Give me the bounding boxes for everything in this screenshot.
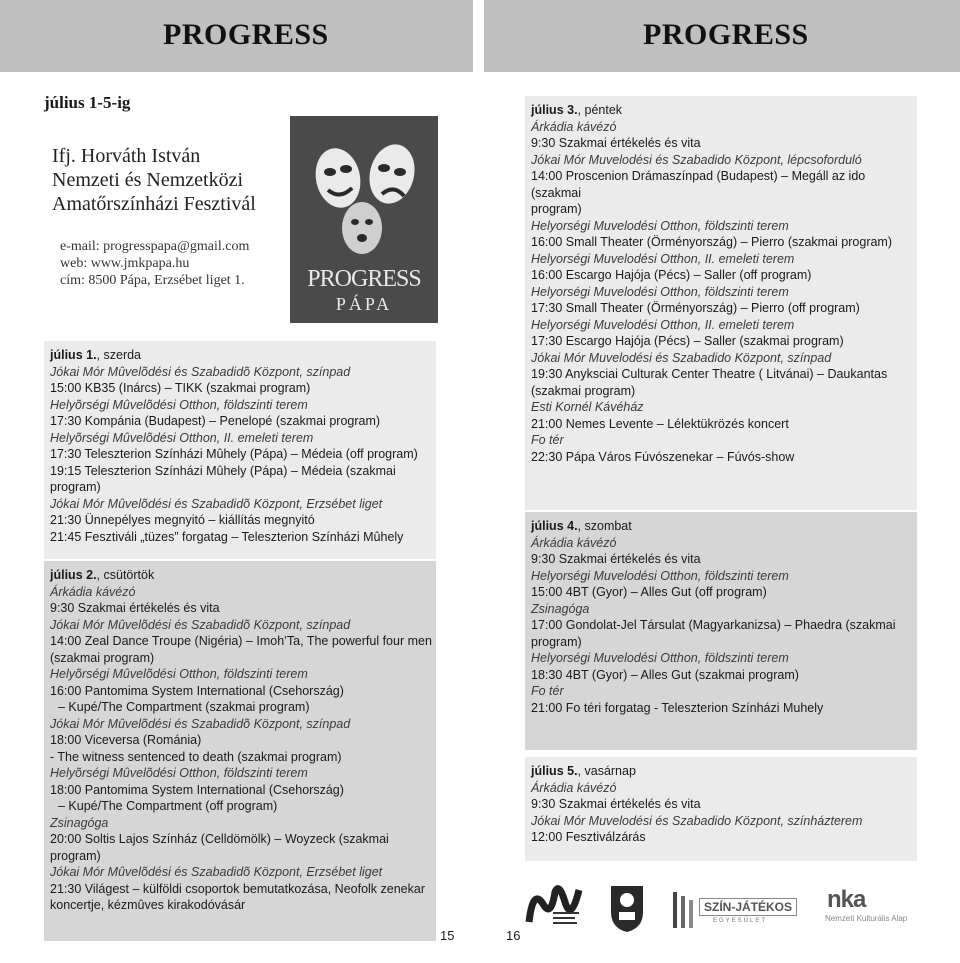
event-line: 14:00 Zeal Dance Troupe (Nigéria) – Imoh’Ta, The powerful four men <box>50 634 432 648</box>
day-title: július 4., szombat <box>531 519 632 533</box>
left-header-banner <box>0 0 473 72</box>
right-header-title: PROGRESS <box>643 18 809 51</box>
contact-email: e-mail: progresspapa@gmail.com <box>60 239 250 254</box>
event-line: 19:30 Anyksciai Culturak Center Theatre ( Litvánai) – Daukantas <box>531 367 888 381</box>
event-line: 14:00 Proscenion Drámaszínpad (Budapest) – Megáll az ido (szakmai <box>531 169 866 200</box>
venue: Esti Kornél Kávéház <box>531 400 644 414</box>
venue: Árkádia kávézó <box>50 584 136 599</box>
festival-title-line: Ifj. Horváth István <box>52 145 201 167</box>
venue: Árkádia kávézó <box>531 535 617 550</box>
szin-jatekos-logo <box>673 892 803 928</box>
event-line: - The witness sentenced to death (szakmai program) <box>50 749 342 764</box>
contact-web: web: www.jmkpapa.hu <box>60 256 190 271</box>
day-july-1 <box>44 341 436 559</box>
szin-jatekos-subtext: EGYESÜLET <box>713 918 768 924</box>
event-line: 21:00 Fo téri forgatag - Teleszterion Színházi Muhely <box>531 700 824 715</box>
nka-text: nka <box>827 886 866 913</box>
event-line: koncertje, kézmûves kirakodóvásár <box>50 898 246 912</box>
venue: Helyorségi Muvelodési Otthon, földszinti terem <box>531 651 789 665</box>
venue: Jókai Mór Muvelodési és Szabadido Központ, színházterem <box>531 813 863 828</box>
jmk-logo-icon <box>525 882 585 930</box>
nka-logo <box>825 886 945 926</box>
venue: Jókai Mór Mûvelõdési és Szabadidõ Központ, színpad <box>50 617 351 632</box>
venue: Helyõrségi Mûvelõdési Otthon, földszinti terem <box>50 766 308 780</box>
right-page <box>480 0 960 963</box>
right-header-banner <box>484 0 960 72</box>
event-line: 17:00 Gondolat-Jel Társulat (Magyarkanizsa) – Phaedra (szakmai <box>531 618 896 632</box>
event-line: 9:30 Szakmai értékelés és vita <box>50 601 220 615</box>
day-july-4 <box>525 512 917 750</box>
event-line: 21:45 Fesztiváli „tüzes” forgatag – Teleszterion Színházi Mûhely <box>50 529 404 544</box>
event-line: 18:00 Viceversa (Románia) <box>50 733 202 747</box>
venue: Árkádia kávézó <box>531 119 617 134</box>
event-line: 16:00 Small Theater (Örményország) – Pierro (szakmai program) <box>531 235 893 249</box>
event-line: 17:30 Kompánia (Budapest) – Penelopé (szakmai program) <box>50 414 381 428</box>
event-line: – Kupé/The Compartment (off program) <box>58 799 278 813</box>
venue: Jókai Mór Mûvelõdési és Szabadidõ Központ, Erzsébet liget <box>50 496 383 511</box>
day-july-3 <box>525 96 917 510</box>
event-line: 9:30 Szakmai értékelés és vita <box>531 552 701 566</box>
day-title: július 2., csütörtök <box>50 568 155 582</box>
event-line: 9:30 Szakmai értékelés és vita <box>531 797 701 811</box>
day-title: július 3., péntek <box>531 103 623 117</box>
venue: Fo tér <box>531 684 564 698</box>
venue: Helyorségi Muvelodési Otthon, földszinti terem <box>531 218 789 233</box>
event-line: 9:30 Szakmai értékelés és vita <box>531 136 701 150</box>
contact-address: cím: 8500 Pápa, Erzsébet liget 1. <box>60 273 245 288</box>
szin-jatekos-text: SZÍN-JÁTÉKOS <box>699 898 797 916</box>
festival-title-line: Nemzeti és Nemzetközi <box>52 169 244 191</box>
day-july-5 <box>525 757 917 861</box>
event-line: 20:00 Soltis Lajos Színház (Celldömölk) – Woyzeck (szakmai program) <box>50 832 389 863</box>
venue: Helyorségi Muvelodési Otthon, II. emeleti terem <box>531 251 795 266</box>
event-line: (szakmai program) <box>50 650 155 665</box>
venue: Helyorségi Muvelodési Otthon, földszinti terem <box>531 284 789 299</box>
event-line: 17:30 Escargo Hajója (Pécs) – Saller (szakmai program) <box>531 334 844 348</box>
venue: Jókai Mór Muvelodési és Szabadido Központ, lépcsoforduló <box>531 152 862 167</box>
event-line: 19:15 Teleszterion Színházi Mûhely (Pápa) – Médeia (szakmai program) <box>50 463 396 494</box>
event-line: 18:30 4BT (Gyor) – Alles Gut (szakmai program) <box>531 667 799 682</box>
event-line: 17:30 Teleszterion Színházi Mûhely (Pápa) – Médeia (off program) <box>50 447 418 461</box>
day-title: július 5., vasárnap <box>531 764 636 778</box>
szin-jatekos-mark-icon <box>673 892 697 928</box>
event-line: 15:00 KB35 (Inárcs) – TIKK (szakmai program) <box>50 381 311 395</box>
venue: Árkádia kávézó <box>531 780 617 795</box>
venue: Zsinagóga <box>50 815 109 830</box>
event-line: 17:30 Small Theater (Örményország) – Pierro (off program) <box>531 301 860 315</box>
event-line: 12:00 Fesztiválzárás <box>531 830 646 844</box>
venue: Zsinagóga <box>531 601 590 616</box>
nka-subtext: Nemzeti Kulturális Alap <box>825 914 908 923</box>
event-line: 18:00 Pantomima System International (Csehország) <box>50 782 344 797</box>
logo-papa-text: PÁPA <box>335 294 393 314</box>
festival-title <box>52 144 256 216</box>
venue: Jókai Mór Muvelodési és Szabadido Központ, színpad <box>531 350 832 365</box>
venue: Helyõrségi Mûvelõdési Otthon, földszinti terem <box>50 397 308 412</box>
progress-papa-logo <box>290 116 438 323</box>
sponsor-logos <box>525 880 925 940</box>
page-number-right: 16 <box>506 928 521 943</box>
event-line: 22:30 Pápa Város Fúvószenekar – Fúvós-show <box>531 449 795 464</box>
date-range: július 1-5-ig <box>44 93 131 112</box>
day-july-2 <box>44 561 436 941</box>
event-line: 16:00 Pantomima System International (Csehország) <box>50 683 344 698</box>
event-line: 15:00 4BT (Gyor) – Alles Gut (off program) <box>531 585 767 599</box>
left-header-title: PROGRESS <box>163 18 329 51</box>
venue: Jókai Mór Mûvelõdési és Szabadidõ Központ, Erzsébet liget <box>50 865 383 879</box>
theatre-masks-icon <box>290 116 438 266</box>
venue: Helyorségi Muvelodési Otthon, II. emeleti terem <box>531 317 795 332</box>
event-line: 16:00 Escargo Hajója (Pécs) – Saller (off program) <box>531 268 812 282</box>
venue: Helyõrségi Mûvelõdési Otthon, II. emeleti terem <box>50 430 314 445</box>
logo-progress-text: PROGRESS <box>307 266 421 292</box>
venue: Fo tér <box>531 433 564 447</box>
venue: Jókai Mór Mûvelõdési és Szabadidõ Központ, színpad <box>50 364 351 379</box>
venue: Helyõrségi Mûvelõdési Otthon, földszinti terem <box>50 667 308 681</box>
day-title: július 1., szerda <box>50 348 142 362</box>
event-line: 21:30 Világest – külföldi csoportok bemutatkozása, Neofolk zenekar <box>50 881 425 896</box>
contact-info <box>60 238 249 289</box>
page-number-left: 15 <box>440 928 455 943</box>
event-line: program) <box>531 634 582 649</box>
event-line: – Kupé/The Compartment (szakmai program) <box>58 700 310 714</box>
event-line: 21:30 Ünnepélyes megnyitó – kiállítás megnyitó <box>50 513 315 527</box>
event-line: program) <box>531 202 582 216</box>
venue: Jókai Mór Mûvelõdési és Szabadidõ Központ, színpad <box>50 716 351 731</box>
event-line: 21:00 Nemes Levente – Lélektükrözés koncert <box>531 416 789 431</box>
venue: Helyorségi Muvelodési Otthon, földszinti terem <box>531 568 789 583</box>
event-line: (szakmai program) <box>531 383 636 398</box>
city-coat-of-arms-icon <box>607 882 647 934</box>
festival-title-line: Amatőrszínházi Fesztivál <box>52 193 256 215</box>
